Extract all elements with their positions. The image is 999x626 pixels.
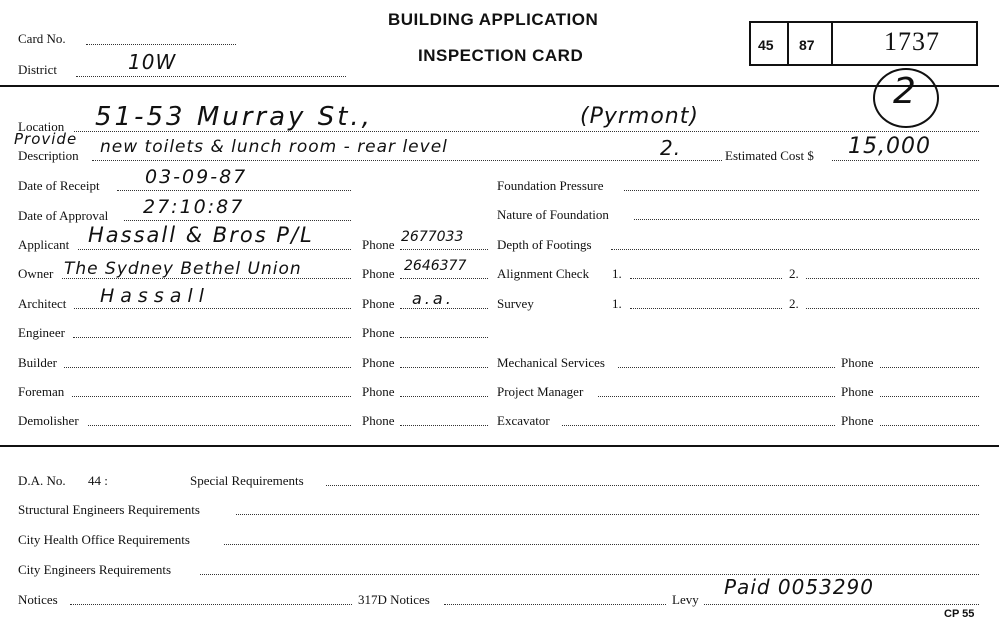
- estimated-cost-label: Estimated Cost $: [725, 148, 814, 163]
- applicant-field[interactable]: [78, 249, 351, 250]
- engineers-req-label: City Engineers Requirements: [18, 562, 172, 577]
- date-receipt-value: 03-09-87: [145, 166, 248, 188]
- nature-foundation-field[interactable]: [634, 219, 979, 220]
- levy-field[interactable]: [704, 604, 979, 605]
- special-req-label: Special Requirements: [190, 473, 304, 488]
- card-no-field[interactable]: [86, 44, 236, 45]
- date-receipt-field[interactable]: [117, 190, 351, 191]
- owner-phone-value: 2646377: [404, 258, 467, 274]
- card-no-label: Card No.: [18, 31, 66, 46]
- top-rule: [0, 85, 999, 87]
- date-approval-value: 27:10:87: [143, 196, 245, 218]
- survey-label: Survey: [497, 296, 534, 311]
- mechanical-phone-label: Phone: [841, 355, 874, 370]
- owner-phone-field[interactable]: [400, 278, 488, 279]
- engineer-phone-label: Phone: [362, 325, 395, 340]
- description-label: Description: [18, 148, 79, 163]
- description-prefix: Provide: [14, 130, 78, 148]
- title-line2: INSPECTION CARD: [418, 46, 584, 65]
- date-receipt-label: Date of Receipt: [18, 178, 100, 193]
- survey-2-label: 2.: [789, 296, 799, 311]
- alignment-check-1-label: 1.: [612, 266, 622, 281]
- description-suffix: 2.: [660, 136, 682, 160]
- district-value: 10W: [128, 50, 177, 74]
- notices-317d-field[interactable]: [444, 604, 666, 605]
- applicant-label: Applicant: [18, 237, 70, 252]
- date-approval-field[interactable]: [124, 220, 351, 221]
- middle-rule: [0, 445, 999, 447]
- foundation-pressure-label: Foundation Pressure: [497, 178, 604, 193]
- applicant-phone-field[interactable]: [400, 249, 488, 250]
- health-req-field[interactable]: [224, 544, 979, 545]
- location-value: 51-53 Murray St.,: [95, 102, 373, 132]
- notices-317d-label: 317D Notices: [358, 592, 430, 607]
- architect-phone-label: Phone: [362, 296, 395, 311]
- levy-value: Paid 0053290: [724, 575, 874, 599]
- architect-field[interactable]: [74, 308, 351, 309]
- engineer-phone-field[interactable]: [400, 337, 488, 338]
- title-line1: BUILDING APPLICATION: [388, 10, 599, 29]
- card-number-box: [749, 21, 978, 66]
- project-manager-field[interactable]: [598, 396, 835, 397]
- alignment-check-2-field[interactable]: [806, 278, 979, 279]
- circled-number: 2: [893, 71, 917, 112]
- excavator-field[interactable]: [562, 425, 835, 426]
- da-no-label: D.A. No.: [18, 473, 66, 488]
- box-year: 87: [799, 37, 815, 53]
- architect-value: Hassall: [100, 285, 210, 307]
- builder-label: Builder: [18, 355, 57, 370]
- notices-field[interactable]: [70, 604, 352, 605]
- notices-label: Notices: [18, 592, 58, 607]
- demolisher-phone-field[interactable]: [400, 425, 488, 426]
- box-series: 45: [758, 37, 774, 53]
- card-number: 1737: [884, 27, 940, 56]
- foundation-pressure-field[interactable]: [624, 190, 979, 191]
- excavator-phone-label: Phone: [841, 413, 874, 428]
- structural-req-label: Structural Engineers Requirements: [18, 502, 200, 517]
- foreman-field[interactable]: [72, 396, 351, 397]
- project-manager-label: Project Manager: [497, 384, 584, 399]
- alignment-check-label: Alignment Check: [497, 266, 590, 281]
- engineer-label: Engineer: [18, 325, 65, 340]
- mechanical-field[interactable]: [618, 367, 835, 368]
- demolisher-field[interactable]: [88, 425, 351, 426]
- date-approval-label: Date of Approval: [18, 208, 109, 223]
- builder-phone-field[interactable]: [400, 367, 488, 368]
- district-label: District: [18, 62, 57, 77]
- description-value: new toilets & lunch room - rear level: [100, 137, 448, 157]
- depth-footings-label: Depth of Footings: [497, 237, 592, 252]
- demolisher-label: Demolisher: [18, 413, 79, 428]
- foreman-label: Foreman: [18, 384, 65, 399]
- estimated-cost-value: 15,000: [848, 134, 931, 159]
- nature-foundation-label: Nature of Foundation: [497, 207, 609, 222]
- demolisher-phone-label: Phone: [362, 413, 395, 428]
- alignment-check-2-label: 2.: [789, 266, 799, 281]
- owner-phone-label: Phone: [362, 266, 395, 281]
- applicant-phone-value: 2677033: [401, 229, 464, 245]
- project-manager-phone-label: Phone: [841, 384, 874, 399]
- location-label: Location: [18, 119, 65, 134]
- mechanical-phone-field[interactable]: [880, 367, 979, 368]
- owner-label: Owner: [18, 266, 54, 281]
- mechanical-label: Mechanical Services: [497, 355, 605, 370]
- health-req-label: City Health Office Requirements: [18, 532, 190, 547]
- survey-1-field[interactable]: [630, 308, 782, 309]
- applicant-phone-label: Phone: [362, 237, 395, 252]
- levy-label: Levy: [672, 592, 699, 607]
- alignment-check-1-field[interactable]: [630, 278, 782, 279]
- architect-phone-field[interactable]: [400, 308, 488, 309]
- foreman-phone-field[interactable]: [400, 396, 488, 397]
- form-code: CP 55: [944, 608, 975, 620]
- owner-value: The Sydney Bethel Union: [64, 259, 302, 279]
- applicant-value: Hassall & Bros P/L: [88, 223, 314, 247]
- engineer-field[interactable]: [73, 337, 351, 338]
- description-field[interactable]: [92, 160, 722, 161]
- structural-req-field[interactable]: [236, 514, 979, 515]
- district-field[interactable]: [76, 76, 346, 77]
- da-no-value: 44 :: [88, 473, 108, 488]
- foreman-phone-label: Phone: [362, 384, 395, 399]
- excavator-label: Excavator: [497, 413, 550, 428]
- architect-phone-value: a.a.: [412, 289, 454, 308]
- special-req-field[interactable]: [326, 485, 979, 486]
- project-manager-phone-field[interactable]: [880, 396, 979, 397]
- excavator-phone-field[interactable]: [880, 425, 979, 426]
- survey-2-field[interactable]: [806, 308, 979, 309]
- estimated-cost-field[interactable]: [832, 160, 979, 161]
- survey-1-label: 1.: [612, 296, 622, 311]
- location-suburb: (Pyrmont): [580, 104, 699, 129]
- depth-footings-field[interactable]: [611, 249, 979, 250]
- architect-label: Architect: [18, 296, 67, 311]
- builder-phone-label: Phone: [362, 355, 395, 370]
- builder-field[interactable]: [64, 367, 351, 368]
